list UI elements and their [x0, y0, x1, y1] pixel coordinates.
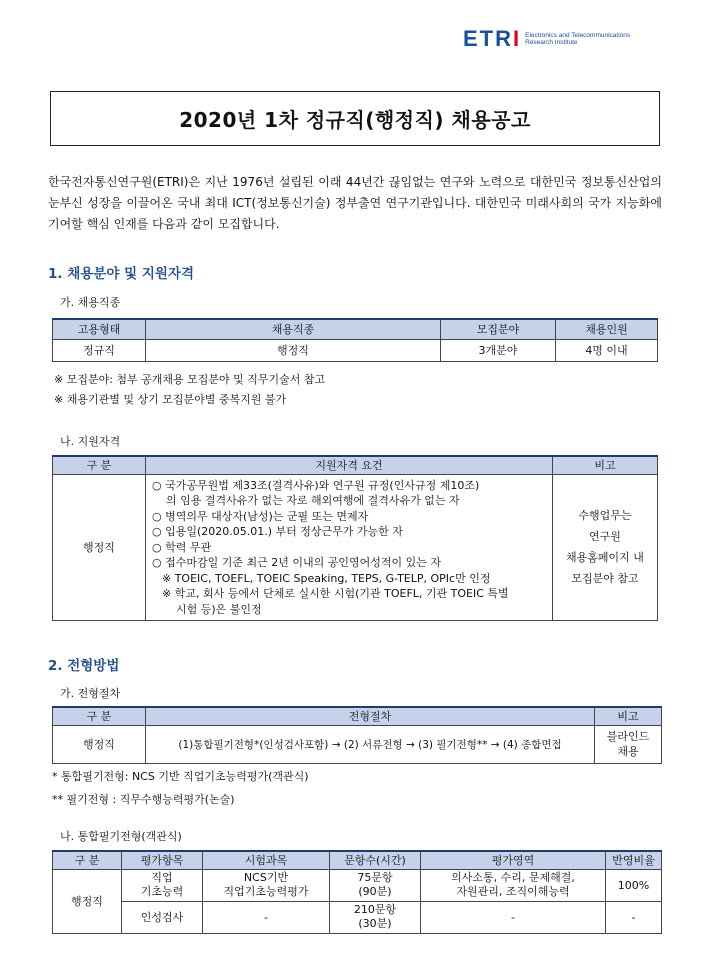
qualification-table [52, 455, 658, 621]
cell-eval-item: 직업 기초능력 [122, 869, 203, 901]
th-remark: 비고 [553, 456, 658, 474]
requirement-item: 의 임용 결격사유가 없는 자로 해외여행에 결격사유가 없는 자 [166, 494, 460, 507]
cell-subject: - [203, 901, 330, 933]
process-table [52, 706, 662, 764]
th-category: 구 분 [53, 851, 122, 869]
cell-category: 행정직 [53, 474, 146, 621]
cell-headcount: 4명 이내 [556, 339, 658, 361]
section1-heading: 1. 채용분야 및 지원자격 [48, 266, 194, 282]
section2-sub-b: 나. 통합필기전형(객관식) [60, 830, 182, 843]
th-process: 전형절차 [146, 707, 595, 725]
th-subject: 시험과목 [203, 851, 330, 869]
cell-ratio: 100% [606, 869, 662, 901]
section2-sub-a: 가. 전형절차 [60, 687, 121, 700]
recruit-type-table [52, 318, 658, 362]
cell-field: 3개분야 [441, 339, 556, 361]
cell-eval-area: 의사소통, 수리, 문제해결, 자원관리, 조직이해능력 [421, 869, 606, 901]
note-duplicate: ※ 채용기관별 및 상기 모집분야별 중복지원 불가 [54, 393, 287, 406]
cell-ratio: - [606, 901, 662, 933]
th-job: 채용직종 [146, 319, 441, 339]
intro-paragraph: 한국전자통신연구원(ETRI)은 지난 1976년 설립된 이래 44년간 끊임없는 연구와 노력으로 대한민국 정보통신산업의 눈부신 성장을 이끌어온 국내 최대 ICT(정보통신기술) 정부출연 연구기관입니다. 대한민국 미래사회의 국가 지능화에 기여할 핵심 인재를 다음과 같이 모집합니다. [48, 175, 662, 231]
cell-remark: 수행업무는 연구원 채용홈페이지 내 모집분야 참고 [553, 474, 658, 621]
integrated-test-table [52, 850, 662, 934]
requirement-item: 시험 등)은 불인정 [176, 602, 262, 616]
title-box [50, 91, 660, 146]
th-remark: 비고 [595, 707, 662, 725]
cell-subject: NCS기반 직업기초능력평가 [203, 869, 330, 901]
cell-employment: 정규직 [53, 339, 146, 361]
section1-sub-a: 가. 채용직종 [60, 296, 121, 309]
requirement-item: ○ 접수마감일 기준 최근 2년 이내의 공인영어성적이 있는 자 [152, 556, 441, 569]
logo-mark: ETRI [463, 26, 522, 51]
section1-sub-b: 나. 지원자격 [60, 435, 121, 448]
cell-category: 행정직 [53, 869, 122, 933]
cell-job: 행정직 [146, 339, 441, 361]
requirement-item: ※ TOEIC, TOEFL, TOEIC Speaking, TEPS, G-TELP, OPIc만 인정 [162, 571, 491, 585]
requirement-item: ※ 학교, 회사 등에서 단체로 실시한 시험(기관 TOEFL, 기관 TOEIC 특별 [162, 587, 509, 600]
cell-eval-area: - [421, 901, 606, 933]
requirement-item: ○ 학력 무관 [152, 540, 212, 554]
requirements-list [146, 474, 553, 621]
cell-category: 행정직 [53, 725, 146, 763]
cell-count: 210문항 (30분) [330, 901, 421, 933]
th-category: 구 분 [53, 707, 146, 725]
th-requirements: 지원자격 요건 [146, 456, 553, 474]
th-ratio: 반영비율 [606, 851, 662, 869]
th-employment: 고용형태 [53, 319, 146, 339]
requirement-item: ○ 입용일(2020.05.01.) 부터 정상근무가 가능한 자 [152, 525, 403, 538]
th-headcount: 채용인원 [556, 319, 658, 339]
th-eval-area: 평가영역 [421, 851, 606, 869]
etri-logo [463, 26, 635, 52]
cell-eval-item: 인성검사 [122, 901, 203, 933]
requirement-item: ○ 병역의무 대상자(남성)는 군필 또는 면제자 [152, 509, 369, 523]
note-integrated-test: * 통합필기전형: NCS 기반 직업기초능력평가(객관식) [52, 770, 309, 783]
note-field: ※ 모집분야: 첨부 공개채용 모집분야 및 직무기술서 참고 [54, 373, 326, 386]
requirement-item: ○ 국가공무원법 제33조(결격사유)와 연구원 규정(인사규정 제10조) [152, 478, 480, 492]
th-field: 모집분야 [441, 319, 556, 339]
th-category: 구 분 [53, 456, 146, 474]
cell-remark: 블라인드 채용 [595, 725, 662, 763]
th-count: 문항수(시간) [330, 851, 421, 869]
cell-count: 75문항 (90분) [330, 869, 421, 901]
page-title: 2020년 1차 정규직(행정직) 채용공고 [179, 108, 531, 132]
cell-process: (1)통합필기전형*(인성검사포함) → (2) 서류전형 → (3) 필기전형** → (4) 종합면접 [146, 725, 595, 763]
th-eval-item: 평가항목 [122, 851, 203, 869]
note-written-test: ** 필기전형 : 직무수행능력평가(논술) [52, 793, 235, 806]
section2-heading: 2. 전형방법 [48, 658, 120, 674]
logo-subtitle: Electronics and Telecommunications Research Institute [525, 32, 631, 46]
